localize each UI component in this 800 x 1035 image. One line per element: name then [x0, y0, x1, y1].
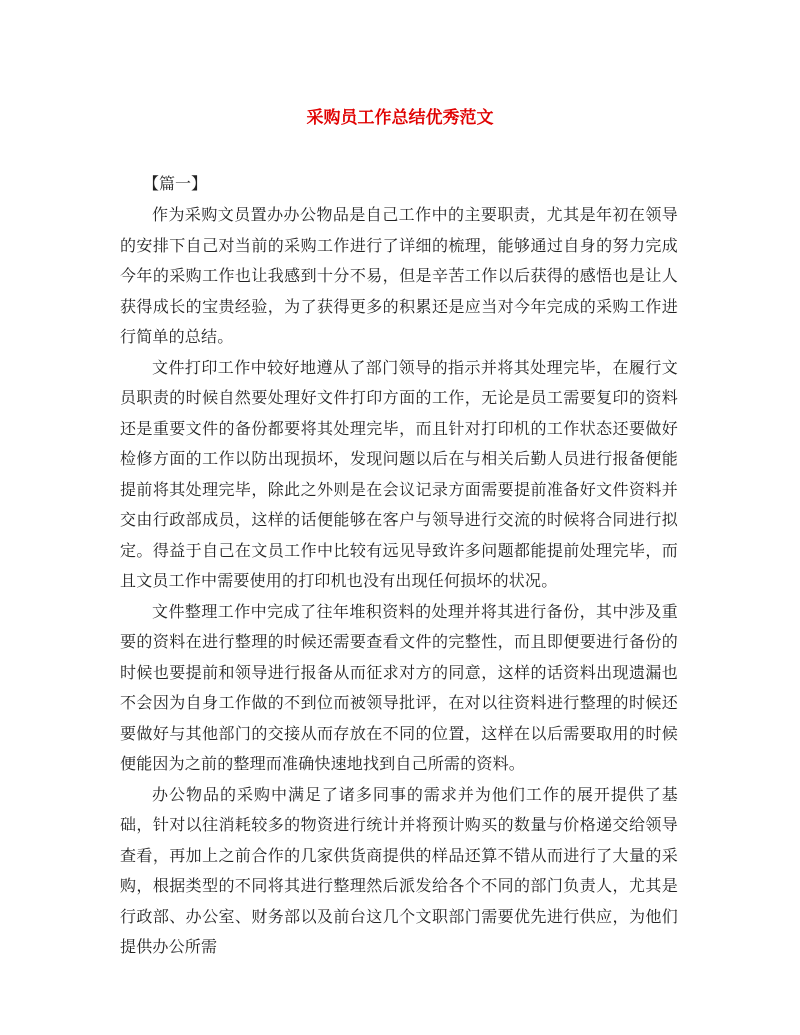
paragraph: 作为采购文员置办办公物品是自己工作中的主要职责，尤其是年初在领导的安排下自己对当前的采购工作进行了详细的梳理，能够通过自身的努力完成今年的采购工作也让我感到十分不易，但是辛苦工作以后获得的感悟也是让人获得成长的宝贵经验，为了获得更多的积累还是应当对今年完成的采购工作进行简单的总结。	[120, 205, 678, 346]
section-label: 【篇一】	[143, 174, 208, 193]
paragraph: 文件整理工作中完成了往年堆积资料的处理并将其进行备份，其中涉及重要的资料在进行整理的时候还需要查看文件的完整性，而且即便要进行备份的时候也要提前和领导进行报备从而征求对方的同意，这样的话资料出现遗漏也不会因为自身工作做的不到位而被领导批评，在对以往资料进行整理的时候还要做好与其他部门的交接从而存放在不同的位置，这样在以后需要取用的时候便能因为之前的整理而准确快速地找到自己所需的资料。	[120, 601, 678, 773]
document-title: 采购员工作总结优秀范文	[306, 108, 494, 128]
paragraph: 文件打印工作中较好地遵从了部门领导的指示并将其处理完毕，在履行文员职责的时候自然要处理好文件打印方面的工作，无论是员工需要复印的资料还是重要文件的备份都要将其处理完毕，而且针对打印机的工作状态还要做好检修方面的工作以防出现损坏，发现问题以后在与相关后勤人员进行报备便能提前将其处理完毕，除此之外则是在会议记录方面需要提前准备好文件资料并交由行政部成员，这样的话便能够在客户与领导进行交流的时候将合同进行拟定。得益于自己在文员工作中比较有远见导致许多问题都能提前处理完毕，而且文员工作中需要使用的打印机也没有出现任何损坏的状况。	[120, 357, 678, 590]
paragraph: 办公物品的采购中满足了诸多同事的需求并为他们工作的展开提供了基础，针对以往消耗较多的物资进行统计并将预计购买的数量与价格递交给领导查看，再加上之前合作的几家供货商提供的样品还算不错从而进行了大量的采购，根据类型的不同将其进行整理然后派发给各个不同的部门负责人，尤其是行政部、办公室、财务部以及前台这几个文职部门需要优先进行供应，为他们提供办公所需	[120, 784, 678, 956]
document-body	[120, 200, 678, 963]
